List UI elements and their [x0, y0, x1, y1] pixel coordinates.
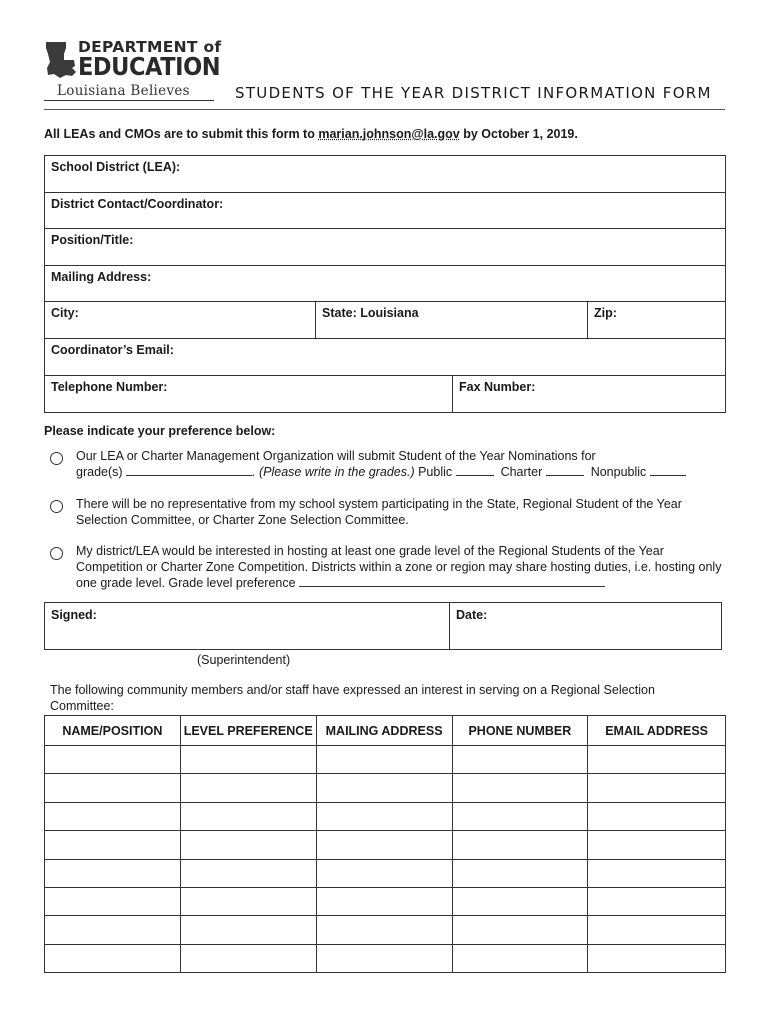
- option1-line1: Our LEA or Charter Management Organization will submit Student of the Year Nominations for: [76, 449, 596, 463]
- option-no-representative-text: There will be no representative from my school system participating in the State, Regional Student of the Year Selection Committee, or Charter Zone Selection Committee.: [76, 497, 682, 527]
- column-level-preference: LEVEL PREFERENCE: [180, 716, 316, 746]
- nonpublic-blank-field[interactable]: [650, 465, 686, 476]
- department-of-education-logo: [44, 38, 222, 102]
- table-cell[interactable]: [180, 774, 316, 802]
- superintendent-caption: (Superintendent): [197, 653, 291, 667]
- preference-option-no-representative: [50, 496, 730, 530]
- table-cell[interactable]: [452, 774, 588, 802]
- table-cell[interactable]: [45, 887, 181, 915]
- table-cell[interactable]: [45, 859, 181, 887]
- table-cell[interactable]: [45, 802, 181, 830]
- option-hosting-text: [76, 543, 726, 591]
- table-row: [45, 859, 726, 887]
- table-cell[interactable]: [180, 831, 316, 859]
- instructions-prefix: All LEAs and CMOs are to submit this form to: [44, 127, 319, 141]
- contact-email-link[interactable]: marian.johnson@la.gov: [318, 127, 460, 141]
- preference-heading: Please indicate your preference below:: [44, 424, 276, 438]
- table-row: [45, 887, 726, 915]
- table-cell[interactable]: [316, 831, 452, 859]
- instructions-suffix: by October 1, 2019.: [459, 127, 578, 141]
- info-row-position: [45, 229, 725, 266]
- signature-table: [44, 602, 722, 650]
- city-field[interactable]: City:: [45, 302, 316, 338]
- table-cell[interactable]: [588, 859, 726, 887]
- charter-blank-field[interactable]: [546, 465, 584, 476]
- nonpublic-label: Nonpublic: [590, 465, 647, 479]
- logo-department-text: DEPARTMENT of: [78, 38, 222, 56]
- column-email-address: EMAIL ADDRESS: [588, 716, 726, 746]
- table-cell[interactable]: [45, 944, 181, 972]
- logo-education-text: EDUCATION: [78, 52, 221, 81]
- committee-members-table: [44, 715, 726, 973]
- telephone-field[interactable]: Telephone Number:: [45, 376, 453, 413]
- table-cell[interactable]: [45, 774, 181, 802]
- option-no-representative-radio[interactable]: [50, 500, 63, 513]
- table-cell[interactable]: [452, 802, 588, 830]
- logo-divider: [44, 100, 214, 101]
- table-cell[interactable]: [316, 916, 452, 944]
- public-label: Public: [418, 465, 453, 479]
- column-phone-number: PHONE NUMBER: [452, 716, 588, 746]
- table-cell[interactable]: [588, 831, 726, 859]
- mailing-address-field[interactable]: Mailing Address:: [51, 269, 152, 284]
- table-cell[interactable]: [45, 746, 181, 774]
- table-cell[interactable]: [452, 944, 588, 972]
- table-cell[interactable]: [180, 859, 316, 887]
- table-cell[interactable]: [180, 887, 316, 915]
- option-submit-nominations-radio[interactable]: [50, 452, 63, 465]
- table-cell[interactable]: [588, 802, 726, 830]
- table-cell[interactable]: [452, 746, 588, 774]
- table-cell[interactable]: [316, 859, 452, 887]
- info-row-district-contact: [45, 193, 725, 230]
- table-cell[interactable]: [588, 774, 726, 802]
- option-hosting-radio[interactable]: [50, 547, 63, 560]
- table-row: [45, 916, 726, 944]
- table-cell[interactable]: [180, 746, 316, 774]
- info-row-coordinator-email: [45, 339, 725, 376]
- table-cell[interactable]: [316, 774, 452, 802]
- table-cell[interactable]: [588, 916, 726, 944]
- louisiana-state-icon: [44, 40, 78, 80]
- table-cell[interactable]: [588, 746, 726, 774]
- grade-level-preference-blank-field[interactable]: [299, 576, 605, 587]
- school-district-field[interactable]: School District (LEA):: [51, 160, 181, 174]
- position-title-field[interactable]: Position/Title:: [51, 233, 134, 248]
- info-row-school-district: [45, 156, 725, 193]
- table-cell[interactable]: [45, 831, 181, 859]
- option1-grade-label: grade(s): [76, 465, 123, 479]
- table-cell[interactable]: [452, 916, 588, 944]
- table-cell[interactable]: [316, 887, 452, 915]
- column-mailing-address: MAILING ADDRESS: [316, 716, 452, 746]
- table-row: [45, 774, 726, 802]
- signed-field[interactable]: Signed:: [45, 603, 450, 649]
- table-row: [45, 802, 726, 830]
- table-cell[interactable]: [316, 944, 452, 972]
- logo-tagline: Louisiana Believes: [57, 83, 190, 99]
- preference-option-hosting: [50, 543, 730, 593]
- table-header-row: [45, 716, 726, 746]
- table-cell[interactable]: [588, 944, 726, 972]
- table-cell[interactable]: [452, 831, 588, 859]
- grades-blank-field[interactable]: [126, 465, 252, 476]
- table-row: [45, 746, 726, 774]
- option1-italic-note: . (Please write in the grades.): [252, 465, 415, 479]
- coordinator-email-field[interactable]: Coordinator’s Email:: [51, 342, 174, 357]
- charter-label: Charter: [500, 465, 543, 479]
- table-cell[interactable]: [316, 802, 452, 830]
- table-cell[interactable]: [452, 859, 588, 887]
- preference-option-submit-nominations: [50, 448, 730, 482]
- table-cell[interactable]: [180, 916, 316, 944]
- district-info-table: [44, 155, 726, 413]
- option-submit-nominations-text: [76, 448, 726, 480]
- district-contact-field[interactable]: District Contact/Coordinator:: [51, 196, 224, 211]
- table-row: [45, 944, 726, 972]
- info-row-phone-fax: [45, 376, 725, 413]
- state-field[interactable]: State: Louisiana: [316, 302, 588, 338]
- form-title: STUDENTS OF THE YEAR DISTRICT INFORMATION FORM: [235, 84, 712, 102]
- committee-intro-text: The following community members and/or staff have expressed an interest in serving on a Regional Selection Committee:: [50, 683, 655, 713]
- table-cell[interactable]: [588, 887, 726, 915]
- table-cell[interactable]: [316, 746, 452, 774]
- title-divider: [44, 109, 725, 110]
- column-name-position: NAME/POSITION: [45, 716, 181, 746]
- info-row-city-state-zip: [45, 302, 725, 339]
- fax-field[interactable]: Fax Number:: [459, 379, 536, 394]
- zip-field[interactable]: Zip:: [594, 306, 617, 321]
- option3-text: My district/LEA would be interested in hosting at least one grade level of the Regional Students of the Year Competition or Charter Zone Competition. Districts within a zone or region may share hosting duties, i.e. hosting only one grade level. Grade level preference: [76, 544, 722, 590]
- date-field[interactable]: Date:: [456, 608, 488, 622]
- info-row-mailing-address: [45, 266, 725, 303]
- table-cell[interactable]: [452, 887, 588, 915]
- table-cell[interactable]: [180, 802, 316, 830]
- table-cell[interactable]: [45, 916, 181, 944]
- table-row: [45, 831, 726, 859]
- public-blank-field[interactable]: [456, 465, 494, 476]
- table-cell[interactable]: [180, 944, 316, 972]
- submission-instructions: [44, 127, 578, 141]
